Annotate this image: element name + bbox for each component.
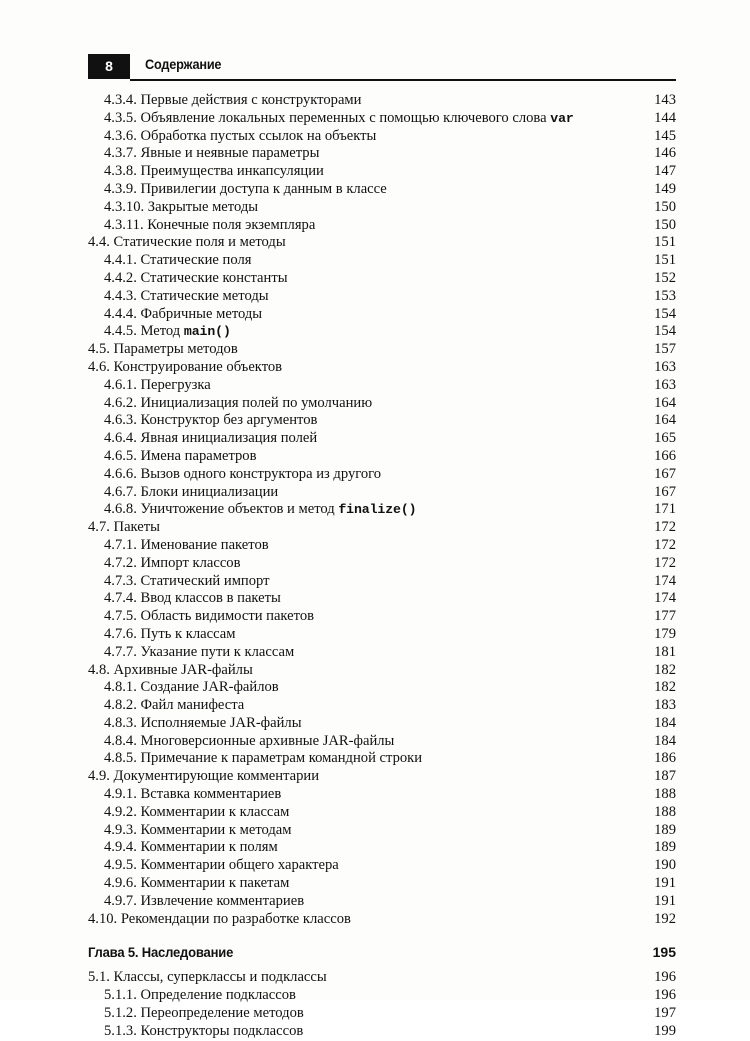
toc-entry-page-number: 143 <box>654 92 676 108</box>
toc-entry-page-number: 172 <box>654 519 676 536</box>
toc-entry-page-number: 190 <box>654 857 676 874</box>
toc-entry-label: 4.6.8. Уничтожение объектов и метод finalize() <box>104 501 417 518</box>
toc-entry-label: 4.4.3. Статические методы <box>104 287 269 304</box>
toc-entry-label: 4.10. Рекомендации по разработке классов <box>88 910 351 927</box>
toc-entry-page-number: 149 <box>654 180 676 197</box>
toc-entry-label: 4.8.1. Создание JAR-файлов <box>104 679 279 696</box>
toc-entry-label: 4.8.2. Файл манифеста <box>104 697 245 714</box>
toc-entry-label: 4.4.2. Статические константы <box>104 269 288 286</box>
toc-entry-row[interactable] <box>88 857 676 875</box>
toc-entry-label: 5.1.3. Конструкторы подклассов <box>104 1022 304 1039</box>
toc-entry-label: 4.3.11. Конечные поля экземпляра <box>104 216 316 233</box>
toc-entry-page-number: 172 <box>654 554 676 571</box>
toc-entry-page-number: 174 <box>654 572 676 589</box>
toc-entry-label: 4.8.3. Исполняемые JAR-файлы <box>104 714 302 731</box>
toc-entry-row[interactable] <box>88 875 676 893</box>
toc-entry-row[interactable] <box>88 644 676 662</box>
toc-entry-page-number: 191 <box>654 875 676 892</box>
toc-entry-label: 4.6.7. Блоки инициализации <box>104 483 279 500</box>
toc-entry-page-number: 167 <box>654 483 676 500</box>
toc-entry-label: 4.9.1. Вставка комментариев <box>104 786 282 803</box>
toc-entry-page-number: 195 <box>652 944 676 961</box>
toc-entry-label: 4.4.1. Статические поля <box>104 252 252 269</box>
toc-entry-row[interactable] <box>88 128 676 146</box>
toc-entry-row[interactable] <box>88 519 676 537</box>
toc-entry-label: 4.6.3. Конструктор без аргументов <box>104 412 318 429</box>
toc-entry-row[interactable] <box>88 662 676 680</box>
toc-entry-row[interactable] <box>88 412 676 430</box>
toc-entry-label: 4.5. Параметры методов <box>88 341 238 358</box>
toc-entry-row[interactable] <box>88 822 676 840</box>
toc-entry-row[interactable] <box>88 199 676 217</box>
toc-entry-row[interactable] <box>88 323 676 341</box>
toc-entry-label: 4.6.5. Имена параметров <box>104 447 257 464</box>
toc-entry-row[interactable] <box>88 679 676 697</box>
toc-entry-page-number: 184 <box>654 714 676 731</box>
toc-entry-label: 4.7.6. Путь к классам <box>104 625 236 642</box>
toc-entry-label: Глава 5. Наследование <box>88 944 234 961</box>
toc-entry-page-number: 171 <box>654 501 676 518</box>
toc-entry-row[interactable] <box>88 145 676 163</box>
toc-entry-row[interactable] <box>88 501 676 519</box>
toc-entry-page-number: 146 <box>654 145 676 162</box>
toc-entry-row[interactable] <box>88 395 676 413</box>
toc-entry-label: 4.3.6. Обработка пустых ссылок на объекты <box>104 127 377 144</box>
toc-entry-label: 4.9.2. Комментарии к классам <box>104 803 290 820</box>
running-header <box>88 54 676 84</box>
toc-entry-page-number: 182 <box>654 679 676 696</box>
toc-entry-page-number: 167 <box>654 465 676 482</box>
toc-entry-label: 4.3.4. Первые действия с конструкторами <box>104 92 362 108</box>
toc-entry-label: 4.9.6. Комментарии к пакетам <box>104 875 290 892</box>
header-rule <box>130 79 676 81</box>
toc-entry-page-number: 165 <box>654 430 676 447</box>
toc-entry-page-number: 177 <box>654 608 676 625</box>
toc-entry-row[interactable] <box>88 92 676 110</box>
toc-entry-page-number: 147 <box>654 163 676 180</box>
toc-entry-page-number: 196 <box>654 987 676 1004</box>
toc-entry-row[interactable] <box>88 234 676 252</box>
toc-entry-label: 5.1.2. Переопределение методов <box>104 1005 304 1022</box>
toc-entry-label: 4.6. Конструирование объектов <box>88 358 283 375</box>
toc-entry-page-number: 145 <box>654 127 676 144</box>
toc-entry-page-number: 163 <box>654 376 676 393</box>
toc-entry-label: 4.6.4. Явная инициализация полей <box>104 430 318 447</box>
toc-entry-row[interactable] <box>88 484 676 502</box>
toc-entry-page-number: 153 <box>654 287 676 304</box>
toc-entry-page-number: 144 <box>654 109 676 126</box>
toc-entry-page-number: 188 <box>654 786 676 803</box>
table-of-contents <box>88 92 676 1041</box>
toc-entry-label: 4.7. Пакеты <box>88 519 160 536</box>
toc-entry-label: 4.7.3. Статический импорт <box>104 572 270 589</box>
toc-entry-row[interactable] <box>88 987 676 1005</box>
toc-entry-code: finalize() <box>338 502 417 518</box>
toc-entry-page-number: 191 <box>654 892 676 909</box>
toc-entry-label: 4.4.4. Фабричные методы <box>104 305 263 322</box>
toc-entry-label: 5.1. Классы, суперклассы и подклассы <box>88 969 327 986</box>
toc-entry-page-number: 150 <box>654 216 676 233</box>
toc-entry-row[interactable] <box>88 911 676 929</box>
toc-entry-label: 4.7.1. Именование пакетов <box>104 536 269 553</box>
toc-entry-page-number: 184 <box>654 732 676 749</box>
toc-entry-row[interactable] <box>88 590 676 608</box>
toc-entry-label: 4.6.2. Инициализация полей по умолчанию <box>104 394 373 411</box>
toc-entry-label: 4.4. Статические поля и методы <box>88 234 286 251</box>
toc-entry-label: 4.3.5. Объявление локальных переменных с помощью ключевого слова var <box>104 109 574 126</box>
toc-entry-row[interactable] <box>88 448 676 466</box>
toc-entry-page-number: 196 <box>654 969 676 986</box>
toc-entry-page-number: 157 <box>654 341 676 358</box>
toc-entry-row[interactable] <box>88 573 676 591</box>
toc-entry-page-number: 179 <box>654 625 676 642</box>
toc-entry-row[interactable] <box>88 377 676 395</box>
toc-entry-row[interactable] <box>88 697 676 715</box>
toc-entry-label: 4.6.6. Вызов одного конструктора из другого <box>104 465 382 482</box>
toc-entry-row[interactable] <box>88 110 676 128</box>
toc-entry-page-number: 199 <box>654 1022 676 1039</box>
toc-entry-code: main() <box>183 324 231 340</box>
toc-entry-label: 4.9.7. Извлечение комментариев <box>104 892 305 909</box>
toc-entry-page-number: 188 <box>654 803 676 820</box>
toc-entry-page-number: 192 <box>654 910 676 927</box>
toc-entry-row[interactable] <box>88 252 676 270</box>
toc-entry-row[interactable] <box>88 626 676 644</box>
toc-entry-label: 4.8.5. Примечание к параметрам командной строки <box>104 750 423 767</box>
toc-entry-label: 4.7.2. Импорт классов <box>104 554 241 571</box>
toc-entry-page-number: 166 <box>654 447 676 464</box>
toc-entry-code: var <box>550 110 574 126</box>
toc-entry-row[interactable] <box>88 555 676 573</box>
toc-entry-label: 4.8. Архивные JAR-файлы <box>88 661 253 678</box>
toc-entry-label: 4.9.3. Комментарии к методам <box>104 821 292 838</box>
toc-entry-row[interactable] <box>88 288 676 306</box>
toc-entry-page-number: 182 <box>654 661 676 678</box>
toc-entry-row[interactable] <box>88 1005 676 1023</box>
toc-entry-page-number: 164 <box>654 394 676 411</box>
toc-entry-row[interactable] <box>88 804 676 822</box>
toc-entry-label: 4.9. Документирующие комментарии <box>88 768 320 785</box>
toc-entry-row[interactable] <box>88 1023 676 1041</box>
toc-entry-page-number: 187 <box>654 768 676 785</box>
toc-entry-page-number: 152 <box>654 269 676 286</box>
toc-entry-row[interactable] <box>88 715 676 733</box>
toc-entry-page-number: 197 <box>654 1005 676 1022</box>
toc-chapter-row[interactable] <box>88 942 676 963</box>
toc-entry-page-number: 164 <box>654 412 676 429</box>
toc-entry-row[interactable] <box>88 839 676 857</box>
folio-number: 8 <box>105 58 113 74</box>
toc-entry-row[interactable] <box>88 733 676 751</box>
header-title: Содержание <box>145 57 222 72</box>
toc-entry-label: 4.6.1. Перегрузка <box>104 376 211 393</box>
toc-entry-page-number: 186 <box>654 750 676 767</box>
toc-entry-row[interactable] <box>88 750 676 768</box>
toc-entry-row[interactable] <box>88 430 676 448</box>
toc-entry-label: 4.7.5. Область видимости пакетов <box>104 608 315 625</box>
toc-entry-page-number: 181 <box>654 643 676 660</box>
toc-entry-row[interactable] <box>88 608 676 626</box>
toc-entry-row[interactable] <box>88 786 676 804</box>
toc-entry-page-number: 151 <box>654 252 676 269</box>
toc-entry-row[interactable] <box>88 163 676 181</box>
toc-entry-row[interactable] <box>88 466 676 484</box>
toc-entry-label: 4.3.7. Явные и неявные параметры <box>104 145 320 162</box>
toc-entry-page-number: 174 <box>654 590 676 607</box>
toc-entry-label: 4.7.4. Ввод классов в пакеты <box>104 590 281 607</box>
toc-entry-page-number: 189 <box>654 839 676 856</box>
toc-entry-label: 5.1.1. Определение подклассов <box>104 987 296 1004</box>
toc-entry-label: 4.9.5. Комментарии общего характера <box>104 857 339 874</box>
toc-entry-row[interactable] <box>88 359 676 377</box>
toc-entry-page-number: 172 <box>654 536 676 553</box>
toc-entry-label: 4.4.5. Метод main() <box>104 323 231 340</box>
toc-entry-label: 4.3.8. Преимущества инкапсуляции <box>104 163 324 180</box>
toc-entry-row[interactable] <box>88 768 676 786</box>
toc-entry-label: 4.7.7. Указание пути к классам <box>104 643 295 660</box>
toc-entry-page-number: 183 <box>654 697 676 714</box>
toc-entry-row[interactable] <box>88 217 676 235</box>
toc-entry-label: 4.9.4. Комментарии к полям <box>104 839 278 856</box>
toc-entry-row[interactable] <box>88 893 676 911</box>
toc-entry-row[interactable] <box>88 537 676 555</box>
toc-entry-row[interactable] <box>88 969 676 987</box>
toc-entry-page-number: 189 <box>654 821 676 838</box>
toc-entry-row[interactable] <box>88 270 676 288</box>
toc-entry-page-number: 154 <box>654 305 676 322</box>
toc-entry-row[interactable] <box>88 341 676 359</box>
toc-entry-label: 4.3.10. Закрытые методы <box>104 198 259 215</box>
toc-entry-row[interactable] <box>88 181 676 199</box>
toc-entry-page-number: 150 <box>654 198 676 215</box>
toc-entry-label: 4.3.9. Привилегии доступа к данным в классе <box>104 180 387 197</box>
toc-entry-row[interactable] <box>88 306 676 324</box>
toc-entry-page-number: 154 <box>654 323 676 340</box>
toc-entry-page-number: 163 <box>654 358 676 375</box>
toc-entry-page-number: 151 <box>654 234 676 251</box>
toc-entry-label: 4.8.4. Многоверсионные архивные JAR-файлы <box>104 732 395 749</box>
